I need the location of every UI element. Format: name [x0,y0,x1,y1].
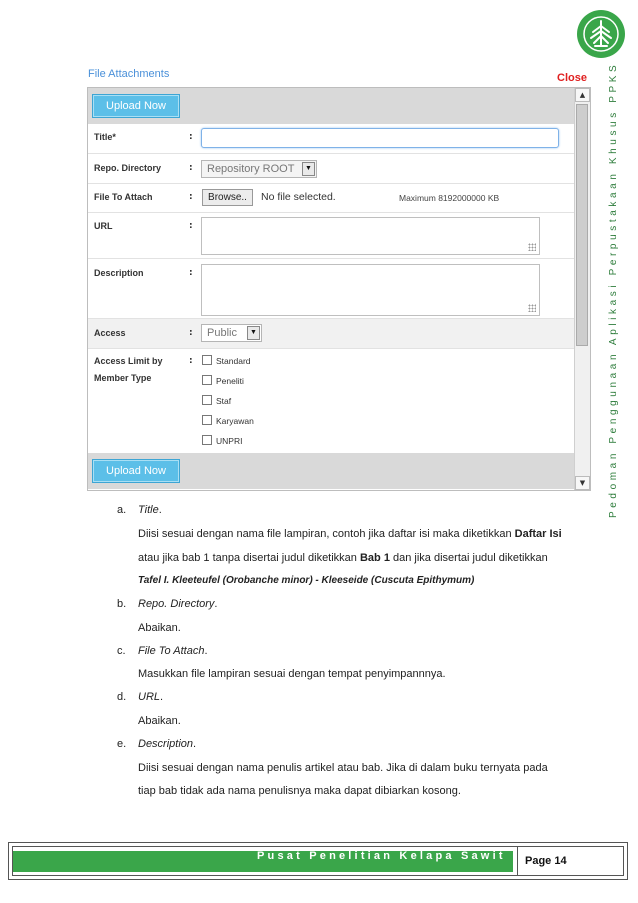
item-c-term: File To Attach [138,645,205,657]
checkbox-icon[interactable] [202,415,212,425]
colon: : [189,163,193,173]
url-row [88,212,574,259]
item-a-term: Title [138,504,159,516]
top-button-bar [88,88,574,124]
colon: : [189,192,193,202]
side-header-text: Pedoman Penggunaan Aplikasi Perpustakaan Khusus PPKS [608,61,619,518]
text-span: atau jika bab 1 tanpa disertai judul diketikkan [138,552,360,564]
resize-handle-icon[interactable] [528,243,536,251]
member-type-checkbox-karyawan[interactable] [202,415,254,427]
item-c-dot: . [204,645,208,657]
checkbox-icon[interactable] [202,355,212,365]
member-type-label: Staf [216,396,232,406]
member-type-checkbox-unpri[interactable] [202,435,242,447]
scroll-thumb[interactable] [576,104,588,346]
item-a-line1 [138,527,562,541]
scroll-up-arrow-icon[interactable]: ▲ [575,88,590,102]
chevron-down-icon: ▼ [247,326,260,340]
member-type-label: Peneliti [216,376,244,386]
chevron-down-icon: ▼ [302,162,315,176]
vertical-scrollbar[interactable] [574,88,590,490]
item-d-text: Abaikan. [138,715,181,727]
description-label: Description [94,268,144,278]
access-limit-label-line2: Member Type [94,373,152,383]
checkbox-icon[interactable] [202,395,212,405]
access-limit-label-line1: Access Limit by [94,356,163,366]
item-b-term: Repo. Directory [138,598,215,610]
ppks-logo [577,10,625,58]
repo-selected-value: Repository ROOT [207,163,295,175]
url-label: URL [94,221,113,231]
item-b-heading [138,597,217,611]
access-limit-row [88,348,574,454]
bold-span: Bab 1 [359,552,390,564]
bold-span: Daftar Isi [514,528,562,540]
repo-select[interactable] [201,160,317,178]
repo-row [88,153,574,184]
access-label: Access [94,328,126,338]
member-type-label: Standard [216,356,251,366]
item-e-marker: e. [117,738,127,750]
member-type-label: UNPRI [216,436,243,446]
member-type-checkbox-standard[interactable] [202,355,251,367]
item-d-heading [138,690,163,704]
item-b-marker: b. [117,598,127,610]
colon: : [189,356,193,366]
colon: : [189,132,193,142]
text-span: dan jika disertai judul diketikkan [389,552,548,564]
resize-handle-icon[interactable] [528,304,536,312]
file-row [88,183,574,213]
item-d-dot: . [160,691,164,703]
title-row [88,124,574,153]
member-type-checkbox-staf[interactable] [202,395,231,407]
item-c-heading [138,644,208,658]
close-link[interactable]: Close [557,72,587,84]
access-select[interactable] [201,324,262,342]
item-a-line2 [138,551,548,565]
page-number: Page 14 [525,855,567,867]
title-input[interactable] [201,128,559,148]
checkbox-icon[interactable] [202,375,212,385]
file-attachment-form [85,62,590,492]
form-heading: File Attachments [88,68,170,80]
footer-inner-border [12,846,624,876]
item-e-dot: . [193,738,197,750]
item-a-marker: a. [117,504,127,516]
item-a-heading [138,503,162,517]
colon: : [189,221,193,231]
member-type-label: Karyawan [216,416,254,426]
item-d-term: URL [138,691,161,703]
page-footer [8,842,628,880]
repo-label: Repo. Directory [94,163,162,173]
item-c-text: Masukkan file lampiran sesuai dengan tempat penyimpannnya. [138,668,446,680]
title-label: Title* [94,132,116,142]
item-e-term: Description [138,738,194,750]
browse-button[interactable]: Browse.. [202,189,253,206]
item-e-heading [138,737,196,751]
item-a-line3: Tafel I. Kleeteufel (Orobanche minor) - Kleeseide (Cuscuta Epithymum) [138,575,475,586]
item-a-dot: . [158,504,162,516]
url-textarea[interactable] [201,217,540,255]
upload-now-button-top[interactable]: Upload Now [92,94,180,118]
footer-title: Pusat Penelitian Kelapa Sawit [257,850,506,862]
bottom-button-bar [88,453,574,489]
item-d-marker: d. [117,691,127,703]
scroll-down-arrow-icon[interactable]: ▼ [575,476,590,490]
max-size-text: Maximum 8192000000 KB [399,193,500,203]
footer-divider [517,847,518,875]
text-span: Diisi sesuai dengan nama file lampiran, contoh jika daftar isi maka diketikkan [138,528,515,540]
file-label: File To Attach [94,192,153,202]
access-selected-value: Public [207,327,237,339]
colon: : [189,328,193,338]
item-e-line2: tiap bab tidak ada nama penulisnya maka dapat dibiarkan kosong. [138,785,461,797]
description-textarea[interactable] [201,264,540,316]
colon: : [189,268,193,278]
item-b-dot: . [214,598,218,610]
file-status: No file selected. [261,191,336,203]
item-e-line1: Diisi sesuai dengan nama penulis artikel atau bab. Jika di dalam buku ternyata pada [138,762,548,774]
item-c-marker: c. [117,645,126,657]
description-row [88,258,574,319]
item-b-text: Abaikan. [138,622,181,634]
form-frame [87,87,591,491]
access-row [88,318,574,349]
upload-now-button-bottom[interactable]: Upload Now [92,459,180,483]
member-type-checkbox-peneliti[interactable] [202,375,244,387]
checkbox-icon[interactable] [202,435,212,445]
